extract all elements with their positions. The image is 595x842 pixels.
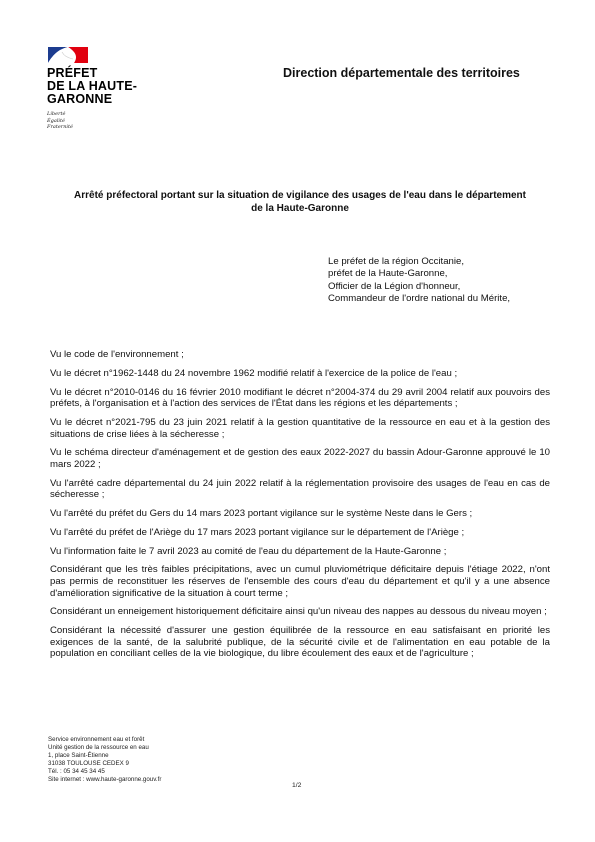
- prefect-line: Commandeur de l'ordre national du Mérite,: [328, 293, 511, 305]
- prefecture-line: GARONNE: [47, 92, 113, 106]
- address-line: Service environnement eau et forêt: [48, 736, 145, 743]
- motto-line: Égalité: [47, 117, 65, 124]
- visa-paragraph: Vu l'arrêté du préfet de l'Ariège du 17 mars 2023 portant vigilance sur le département de l'Ariège ;: [50, 526, 465, 538]
- motto-line: Fraternité: [47, 124, 73, 130]
- prefect-line: préfet de la Haute-Garonne,: [328, 268, 448, 280]
- visa-paragraph: Vu l'arrêté cadre départemental du 24 juin 2022 relatif à la réglementation provisoire des usages de l'eau en cas de sécheresse ;: [50, 477, 550, 501]
- website-link[interactable]: Site internet : www.haute-garonne.gouv.fr: [48, 776, 162, 784]
- title-line: Arrêté préfectoral portant sur la situation de vigilance des usages de l'eau dans le département: [74, 190, 526, 201]
- considering-paragraph: Considérant la nécessité d'assurer une gestion équilibrée de la ressource en eau satisfaisant en priorité les exigences de la santé, de la salubrité publique, de la sécurité civile et de l'alimentation en eau potable de la population en conciliant celles de la vie biologique, du libre écoulement des eaux et de l'agriculture ;: [50, 625, 550, 660]
- visa-paragraph: Vu l'information faite le 7 avril 2023 au comité de l'eau du département de la Haute-Garonne ;: [50, 545, 447, 557]
- address-line: Tél. : 05 34 45 34 45: [48, 768, 105, 776]
- prefecture-line: PRÉFET: [47, 66, 98, 80]
- visa-paragraph: Vu le schéma directeur d'aménagement et de gestion des eaux 2022-2027 du bassin Adour-Garonne approuvé le 10 mars 2022 ;: [50, 447, 550, 470]
- visa-paragraph: Vu le décret n°1962-1448 du 24 novembre 1962 modifié relatif à l'exercice de la police de l'eau ;: [50, 367, 458, 379]
- prefect-line: Le préfet de la région Occitanie,: [328, 256, 464, 267]
- document-body: [50, 349, 550, 667]
- address-line: Unité gestion de la ressource en eau: [48, 744, 149, 752]
- address-line: 31038 TOULOUSE CEDEX 9: [48, 760, 129, 768]
- prefect-identity: [328, 256, 510, 306]
- direction-title: Direction départementale des territoires: [283, 66, 520, 80]
- address-line: 1, place Saint-Étienne: [48, 752, 109, 760]
- page-number: 1/2: [292, 782, 302, 789]
- title-line: de la Haute-Garonne: [251, 203, 349, 214]
- prefect-line: Officier de la Légion d'honneur,: [328, 280, 461, 292]
- visa-paragraph: Vu l'arrêté du préfet du Gers du 14 mars 2023 portant vigilance sur le système Neste dans le Gers ;: [50, 508, 473, 520]
- considering-paragraph: Considérant un enneigement historiquement déficitaire ainsi qu'un niveau des nappes au dessous du niveau moyen ;: [50, 606, 547, 618]
- visa-paragraph: Vu le décret n°2021-795 du 23 juin 2021 relatif à la gestion quantitative de la ressource en eau et à la gestion des situations de crise liées à la sécheresse ;: [50, 416, 550, 440]
- prefecture-line: DE LA HAUTE-: [47, 79, 138, 93]
- service-address: [48, 736, 161, 785]
- motto-line: Liberté: [47, 111, 66, 117]
- visa-paragraph: Vu le code de l'environnement ;: [50, 349, 184, 360]
- document-title: [40, 189, 560, 215]
- prefecture-logo: [47, 47, 137, 131]
- considering-paragraph: Considérant que les très faibles précipitations, avec un cumul pluviométrique déficitaire depuis l'étiage 2022, n'ont pas permis de reconstituer les réserves de l'ensemble des cours d'eau du département et qu'il y a une absence d'amélioration significative de la situation à court terme ;: [50, 564, 550, 599]
- french-flag-icon: [48, 47, 88, 63]
- visa-paragraph: Vu le décret n°2010-0146 du 16 février 2010 modifiant le décret n°2004-374 du 29 avril 2004 relatif aux pouvoirs des préfets, à l'organisation et à l'action des services de l'État dans les régions et les départements ;: [50, 386, 550, 410]
- prefecture-name: [47, 67, 137, 106]
- republic-motto: [47, 111, 137, 131]
